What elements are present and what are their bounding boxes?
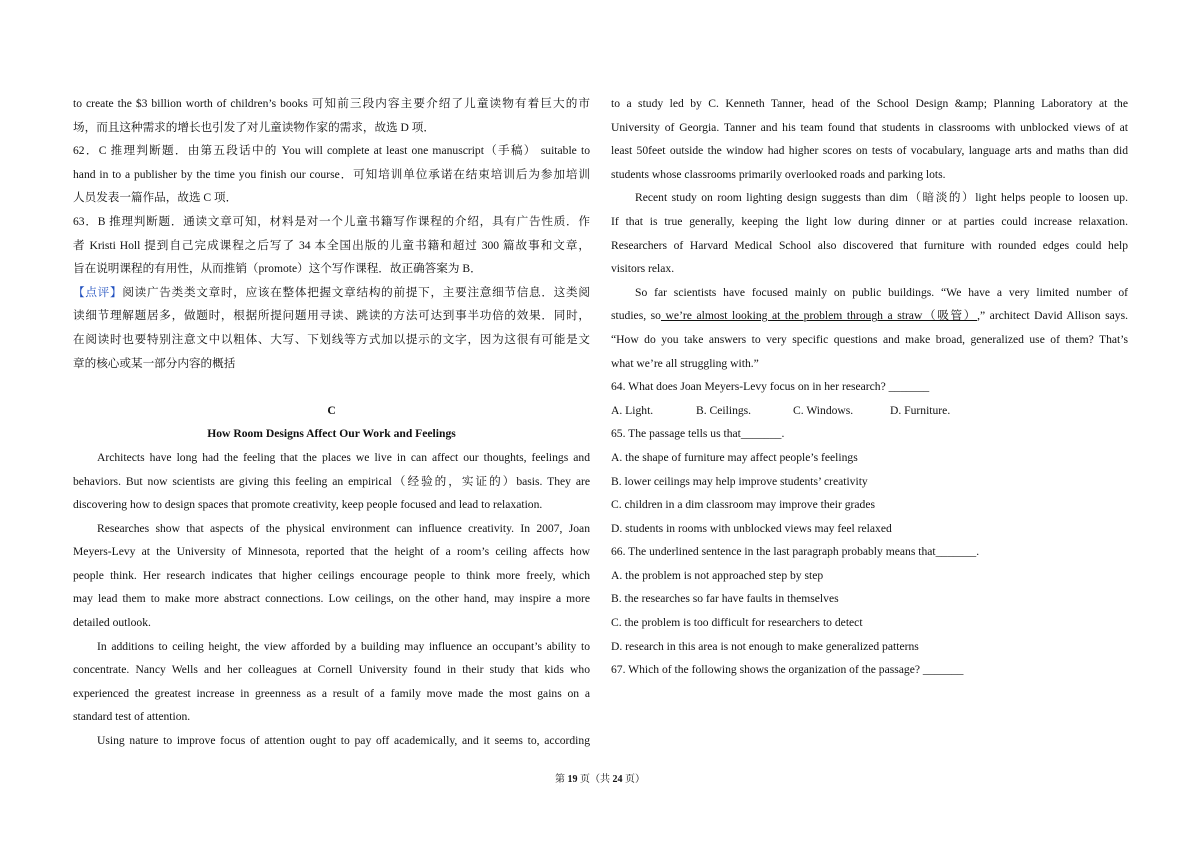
option-c: C. Windows. xyxy=(793,403,854,417)
text-line: may lead them to make more abstract connections. Low ceilings, on the other hand, may inspire a more xyxy=(73,592,590,606)
text-line: 在阅读时也要特别注意文中以粗体、大写、下划线等方式加以提示的文字，因为这很有可能是文 xyxy=(73,332,590,346)
text-line: 章的核心或某一部分内容的概括 xyxy=(73,356,236,370)
comment-tag: 【点评】 xyxy=(73,285,123,299)
right-column xyxy=(611,92,1128,682)
option-b: B. lower ceilings may help improve students’ creativity xyxy=(611,474,868,488)
text-line: 读细节理解题居多，做题时，根据所提问题用寻读、跳读的方法可达到事半功倍的效果．同时， xyxy=(73,309,590,323)
section-label: C xyxy=(327,403,336,417)
text-line: concentrate. Nancy Wells and her colleagues at Cornell University found in their study that kids who xyxy=(73,663,590,677)
text-line: visitors relax. xyxy=(611,262,675,276)
text-line: hand in to a publisher by the time you finish our course．可知培训单位承诺在结束培训后为参加培训 xyxy=(73,167,590,181)
option-b: B. Ceilings. xyxy=(696,403,752,417)
text-line: discovering how to design spaces that promote creativity, keep people focused and lead to relaxation. xyxy=(73,498,543,512)
answer-63-line: 63．B 推理判断题．通读文章可知，材料是对一个儿童书籍写作课程的介绍，具有广告性质．作 xyxy=(73,214,590,228)
option-c: C. the problem is too difficult for researchers to detect xyxy=(611,616,863,630)
footer-text: 页（共 xyxy=(577,774,613,785)
question-66: 66. The underlined sentence in the last paragraph probably means that_______. xyxy=(611,545,980,559)
question-67: 67. Which of the following shows the organization of the passage? _______ xyxy=(611,663,964,677)
text-line: detailed outlook. xyxy=(73,616,151,630)
option-b: B. the researches so far have faults in themselves xyxy=(611,592,839,606)
text-line: to a study led by C. Kenneth Tanner, head of the School Design &amp; Planning Laboratory at the xyxy=(611,97,1128,110)
text-line: Using nature to improve focus of attention ought to pay off academically, and it seems to, according xyxy=(97,734,590,748)
footer-text: 页） xyxy=(622,774,645,785)
text-line: Meyers-Levy at the University of Minnesota, reported that the height of a room’s ceiling affects how xyxy=(73,545,590,559)
answer-62-line: 62．C 推理判断题．由第五段话中的 You will complete at least one manuscript（手稿） suitable to xyxy=(73,144,590,158)
question-64-options xyxy=(611,399,1128,423)
comment-text: 阅读广告类类文章时，应该在整体把握文章结构的前提下，主要注意细节信息．这类阅 xyxy=(122,285,590,299)
text-line: least 50feet outside the window had higher scores on tests of vocabulary, language arts and maths than did xyxy=(611,144,1128,158)
text-line: to create the $3 billion worth of children’s books 可知前三段内容主要介绍了儿童读物有着巨大的市 xyxy=(73,97,590,110)
underlined-sentence-line xyxy=(611,304,1128,328)
comment-line xyxy=(73,281,590,305)
footer-text: 第 xyxy=(555,774,568,785)
text-line: what we’re all struggling with.” xyxy=(611,356,759,370)
option-a: A. Light. xyxy=(611,403,654,417)
text-line: 者 Kristi Holl 提到自己完成课程之后写了 34 本全国出版的儿童书籍和超过 300 篇故事和文章， xyxy=(73,238,590,252)
text-line: 场，而且这种需求的增长也引发了对儿童读物作家的需求，故选 D 项． xyxy=(73,120,435,134)
text-line: people think. Her research indicates that higher ceilings encourage people to think more freely, which xyxy=(73,568,590,582)
spacer xyxy=(73,375,590,399)
text-line: Researches show that aspects of the physical environment can influence creativity. In 2007, Joan xyxy=(97,521,590,535)
text-line: In additions to ceiling height, the view afforded by a building may influence an occupant’s ability to xyxy=(97,639,590,653)
left-column xyxy=(73,92,590,753)
page-number: 19 xyxy=(567,774,578,785)
text-fragment: studies, so xyxy=(611,309,661,323)
text-line: “How do you take answers to very specific questions and make broad, generalized use of them? That’s xyxy=(611,332,1128,346)
option-d: D. research in this area is not enough to make generalized patterns xyxy=(611,639,919,653)
passage-title: How Room Designs Affect Our Work and Feelings xyxy=(207,427,456,441)
text-line: students whose classrooms primarily overlooked roads and parking lots. xyxy=(611,167,946,181)
text-line: Recent study on room lighting design suggests than dim（暗淡的）light helps people to loosen up. xyxy=(635,191,1128,205)
page-total: 24 xyxy=(612,774,623,785)
text-fragment: ,” architect David Allison says. xyxy=(977,309,1128,323)
underlined-sentence: we’re almost looking at the problem through a straw（吸管） xyxy=(660,309,978,323)
text-line: behaviors. But now scientists are giving this feeling an empirical（经验的，实证的）basis. They are xyxy=(73,474,590,488)
option-a: A. the problem is not approached step by step xyxy=(611,568,824,582)
text-line: Researchers of Harvard Medical School also discovered that furniture with rounded edges could help xyxy=(611,238,1128,252)
text-line: If that is true generally, keeping the light low during dinner or at parties could increase relaxation. xyxy=(611,214,1128,228)
page-footer xyxy=(0,772,1200,788)
text-line: So far scientists have focused mainly on public buildings. “We have a very limited number of xyxy=(635,285,1128,299)
question-65: 65. The passage tells us that_______. xyxy=(611,427,785,441)
option-c: C. children in a dim classroom may improve their grades xyxy=(611,498,876,512)
option-d: D. Furniture. xyxy=(890,403,951,417)
text-line: Architects have long had the feeling that the places we live in can affect our thoughts, feelings and xyxy=(97,450,590,464)
text-line: 人员发表一篇作品，故选 C 项． xyxy=(73,191,238,205)
option-a: A. the shape of furniture may affect people’s feelings xyxy=(611,450,858,464)
text-line: experienced the greatest increase in greenness as a result of a family move made the most gains on a xyxy=(73,686,590,700)
text-line: standard test of attention. xyxy=(73,710,191,724)
text-line: University of Georgia. Tanner and his team found that students in classrooms with unblocked views of at xyxy=(611,120,1128,134)
text-line: 旨在说明课程的有用性，从而推销（promote）这个写作课程．故正确答案为 B． xyxy=(73,262,482,276)
option-d: D. students in rooms with unblocked views may feel relaxed xyxy=(611,521,892,535)
question-64: 64. What does Joan Meyers-Levy focus on in her research? _______ xyxy=(611,380,930,394)
